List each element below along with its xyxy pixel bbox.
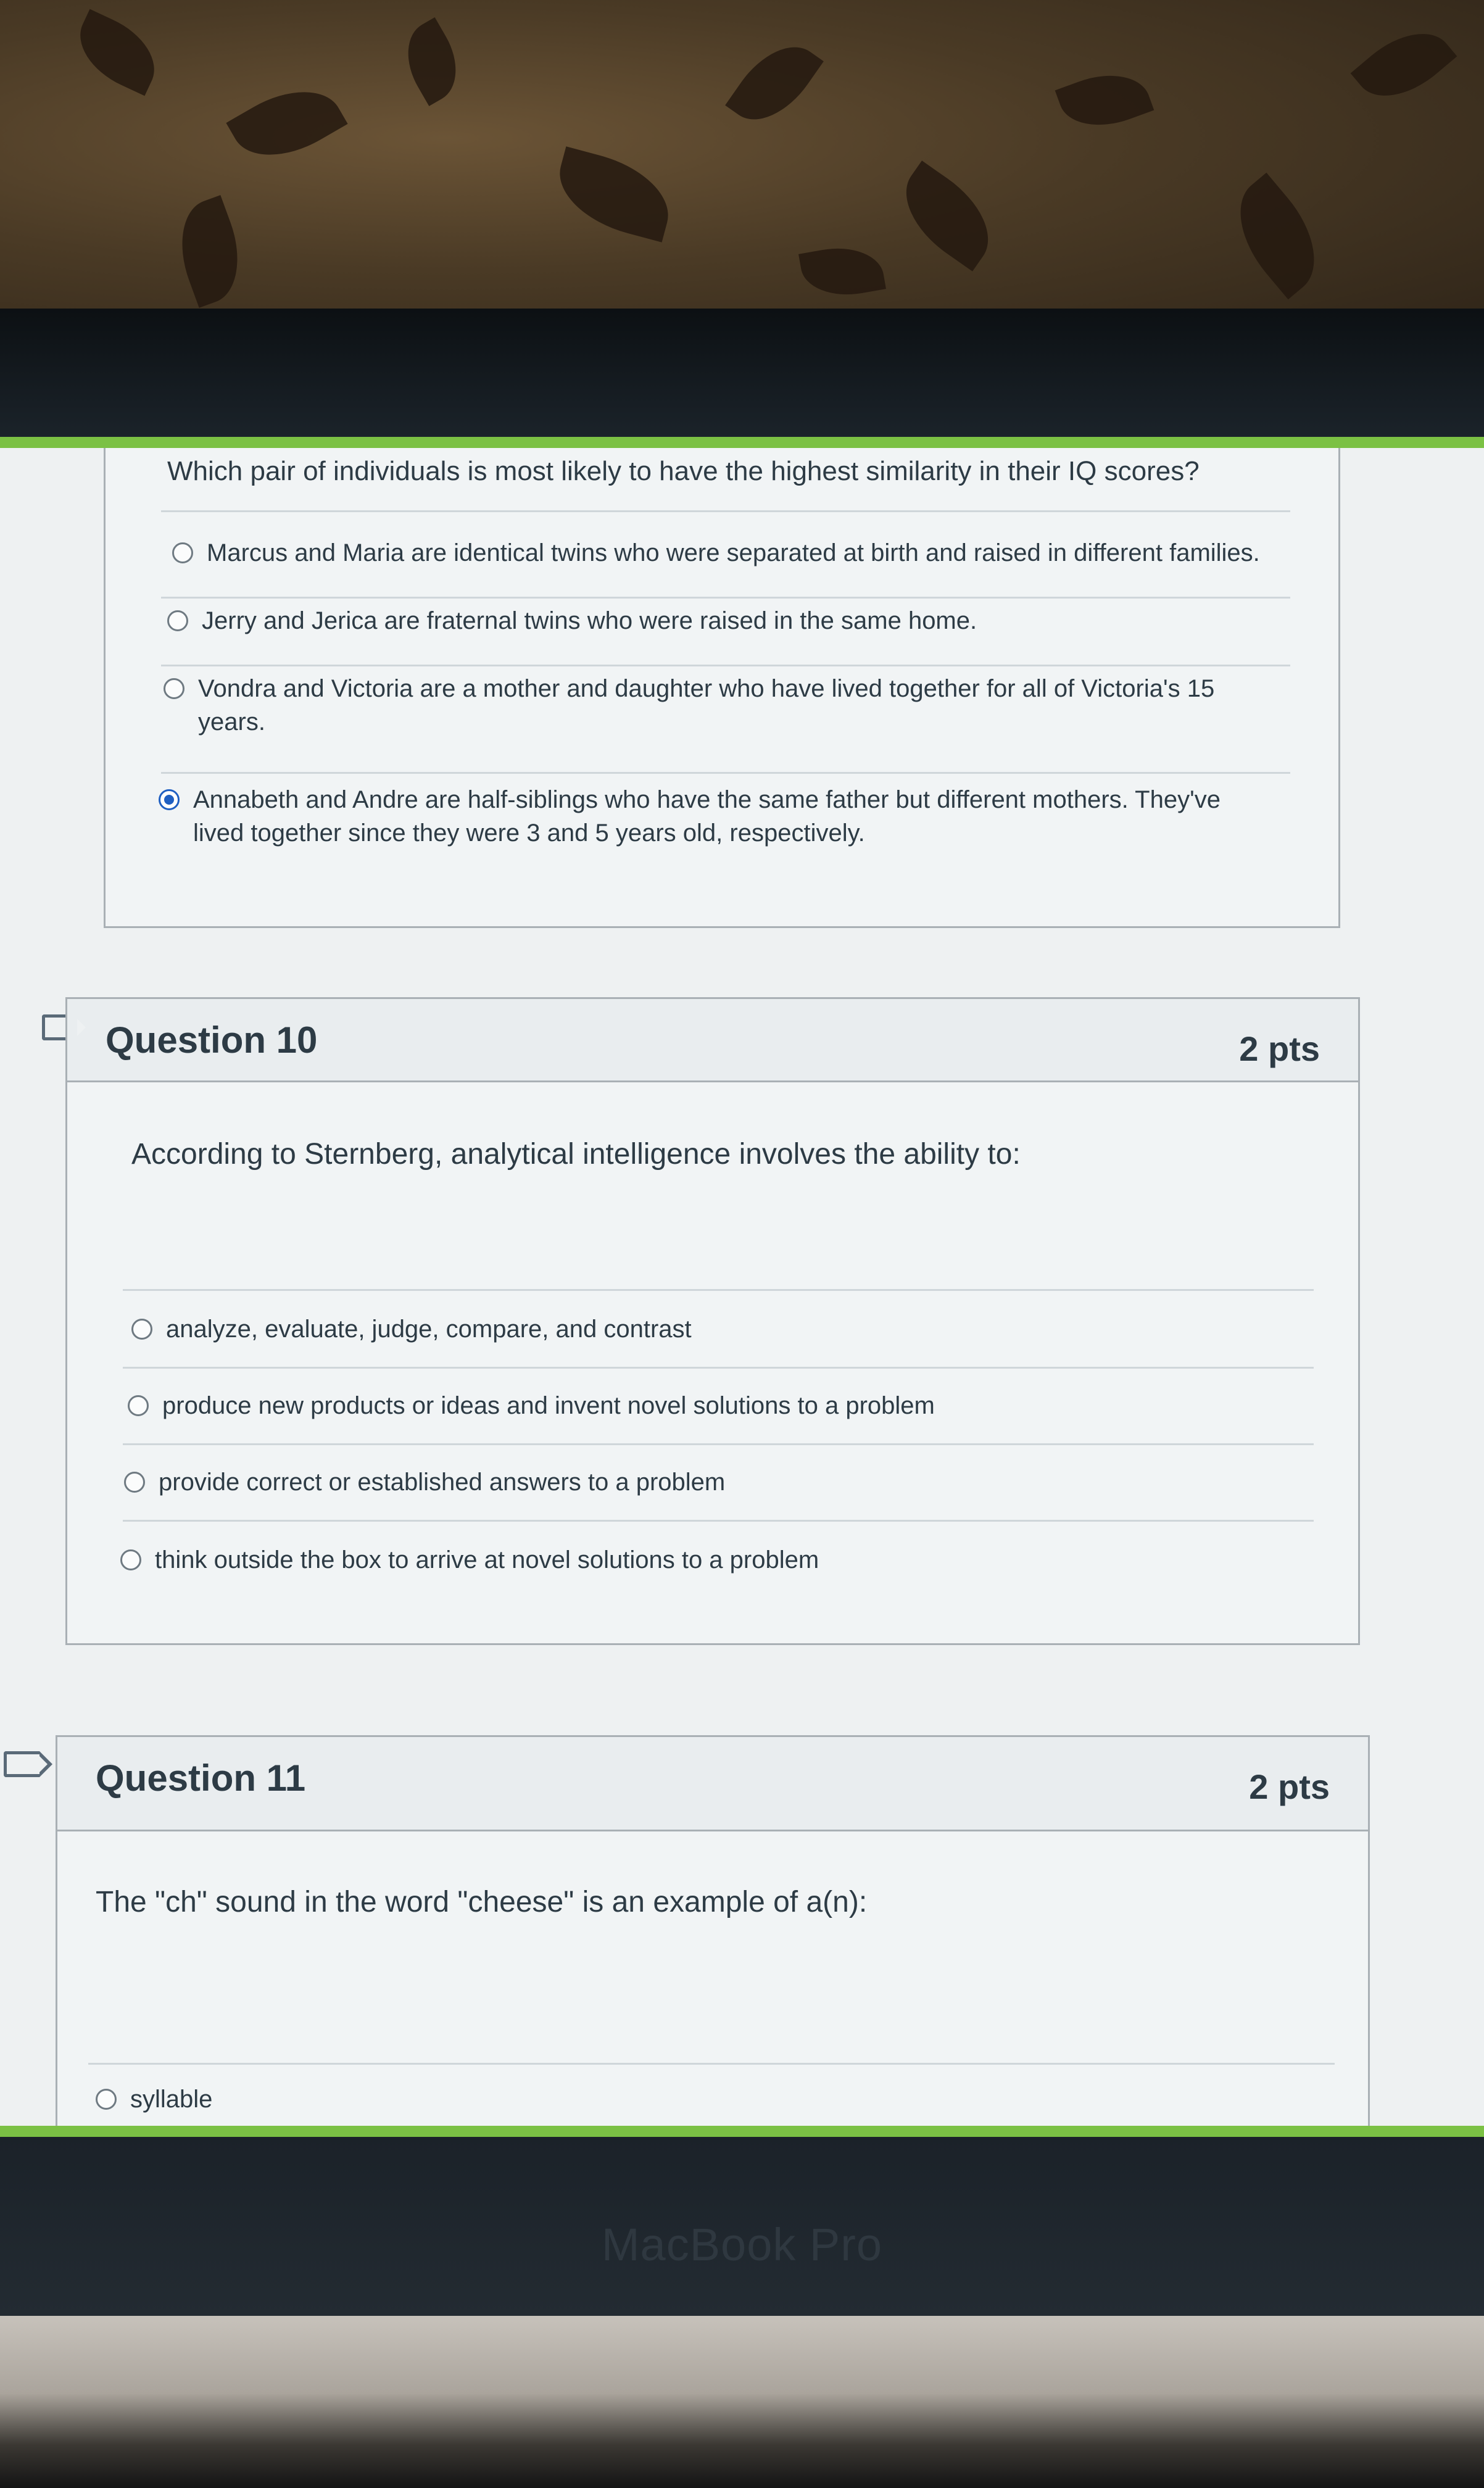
answer-option[interactable] — [120, 1543, 1293, 1577]
laptop-screen — [0, 437, 1484, 2137]
radio-button[interactable] — [172, 542, 193, 563]
question-title: Question 11 — [96, 1757, 306, 1799]
question-9-prompt: Which pair of individuals is most likely to have the highest similarity in their IQ scores? — [167, 456, 1200, 486]
answer-text: Marcus and Maria are identical twins who were separated at birth and raised in different families. — [207, 539, 1260, 566]
answer-option[interactable] — [164, 672, 1274, 739]
question-11-prompt: The "ch" sound in the word "cheese" is an example of a(n): — [96, 1886, 868, 1918]
question-11-header — [57, 1737, 1368, 1831]
question-11-card — [56, 1735, 1370, 2137]
flag-question-icon[interactable] — [4, 1751, 39, 1777]
question-9-card — [104, 437, 1340, 928]
radio-button[interactable] — [167, 610, 188, 631]
radio-button[interactable] — [96, 2089, 117, 2110]
answer-text: Vondra and Victoria are a mother and daughter who have lived together for all of Victoria's 15 years. — [198, 675, 1215, 736]
answer-option[interactable] — [124, 1466, 1296, 1499]
radio-button[interactable] — [131, 1319, 152, 1340]
answer-text: Annabeth and Andre are half-siblings who have the same father but different mothers. They've lived together since they were 3 and 5 years old, respectively. — [193, 786, 1221, 847]
question-points: 2 pts — [1249, 1767, 1330, 1806]
question-10-header — [67, 999, 1358, 1082]
laptop-bezel-top — [0, 309, 1484, 438]
question-points: 2 pts — [1239, 1029, 1320, 1068]
desk-surface — [0, 2316, 1484, 2488]
answer-option[interactable] — [159, 783, 1269, 850]
answer-text: syllable — [130, 2086, 213, 2113]
question-10-prompt: According to Sternberg, analytical intelligence involves the ability to: — [131, 1138, 1021, 1171]
answer-text: produce new products or ideas and invent novel solutions to a problem — [162, 1392, 935, 1419]
answer-option[interactable] — [131, 1312, 1304, 1346]
answer-option[interactable] — [172, 536, 1320, 570]
answer-text: Jerry and Jerica are fraternal twins who were raised in the same home. — [202, 607, 977, 634]
device-brand-label: MacBook Pro — [601, 2219, 883, 2270]
answer-text: analyze, evaluate, judge, compare, and contrast — [166, 1316, 692, 1343]
answer-option[interactable] — [167, 604, 1315, 637]
answer-text: think outside the box to arrive at novel solutions to a problem — [155, 1546, 819, 1574]
radio-button[interactable] — [164, 678, 184, 699]
answer-option[interactable] — [128, 1389, 1300, 1422]
question-10-card — [65, 997, 1360, 1645]
radio-button-selected[interactable] — [159, 789, 180, 810]
radio-button[interactable] — [128, 1395, 149, 1416]
background-wallpaper — [0, 0, 1484, 346]
answer-option[interactable] — [96, 2083, 1268, 2116]
radio-button[interactable] — [120, 1549, 141, 1570]
question-title: Question 10 — [106, 1019, 318, 1061]
radio-button[interactable] — [124, 1472, 145, 1493]
answer-text: provide correct or established answers to a problem — [159, 1469, 726, 1496]
